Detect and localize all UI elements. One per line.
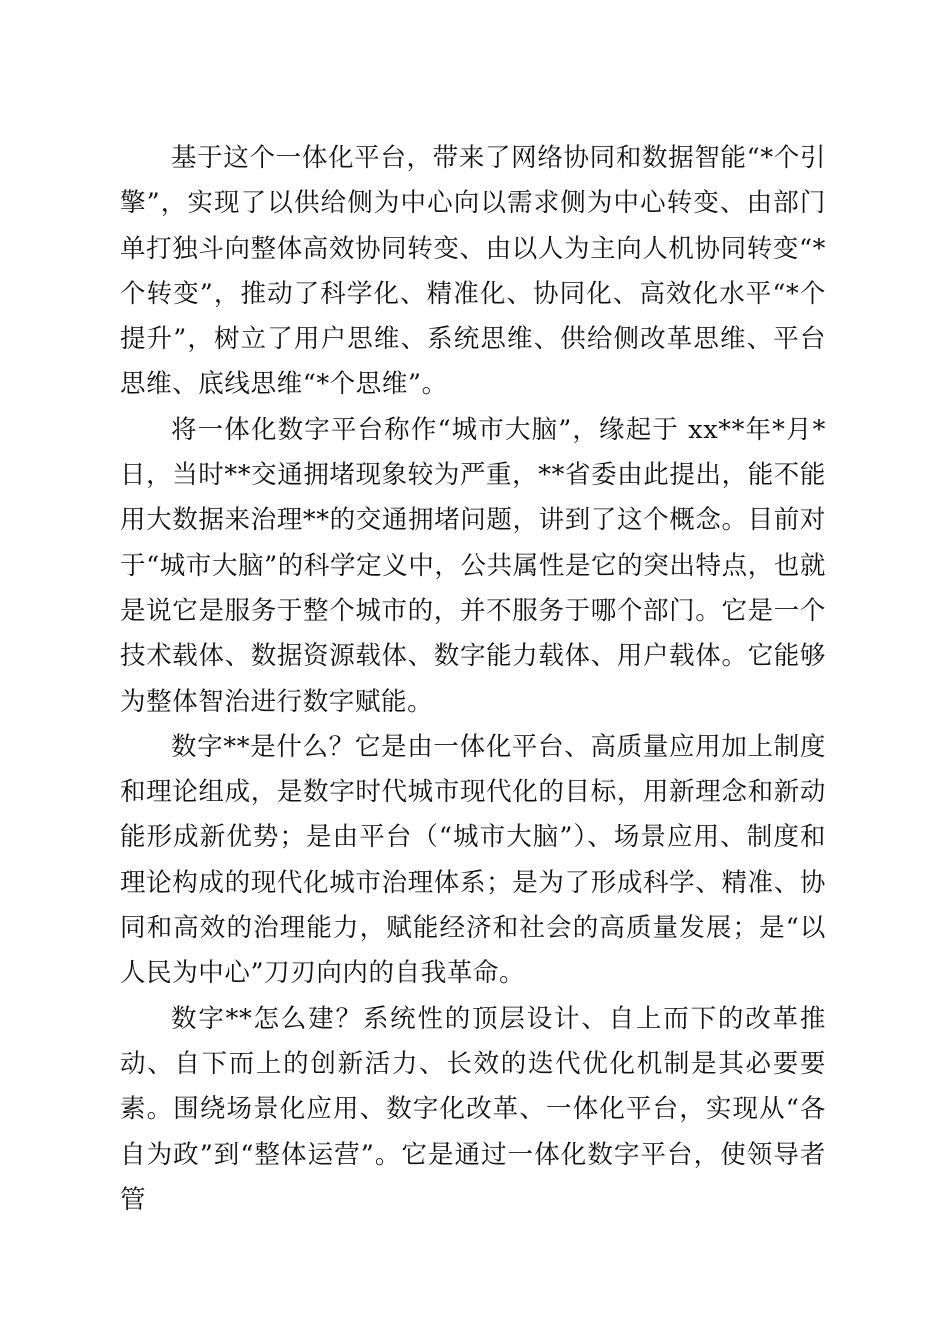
paragraph-how-to-build: 数字**怎么建？系统性的顶层设计、自上而下的改革推动、自下而上的创新活力、长效的迭代优化机制是其必要要素。围绕场景化应用、数字化改革、一体化平台，实现从“各自为政”到“整体运营”。它是通过一体化数字平台，使领导者管 [120,1003,826,1215]
document-body [120,136,826,1223]
paragraph-city-brain: 将一体化数字平台称作“城市大脑”，缘起于 xx**年*月*日，当时**交通拥堵现象较为严重，**省委由此提出，能不能用大数据来治理**的交通拥堵问题，讲到了这个概念。目前对于“城市大脑”的科学定义中，公共属性是它的突出特点，也就是说它是服务于整个城市的，并不服务于哪个部门。它是一个技术载体、数据资源载体、数字能力载体、用户载体。它能够为整体智治进行数字赋能。 [120,414,826,717]
paragraph-platform-engines: 基于这个一体化平台，带来了网络协同和数据智能“*个引擎”，实现了以供给侧为中心向以需求侧为中心转变、由部门单打独斗向整体高效协同转变、由以人为主向人机协同转变“*个转变”，推动了科学化、精准化、协同化、高效化水平“*个提升”，树立了用户思维、系统思维、供给侧改革思维、平台思维、底线思维“*个思维”。 [120,143,826,400]
paragraph-what-is-digital: 数字**是什么？它是由一体化平台、高质量应用加上制度和理论组成，是数字时代城市现代化的目标，用新理念和新动能形成新优势；是由平台（“城市大脑”）、场景应用、制度和理论构成的现代化城市治理体系；是为了形成科学、精准、协同和高效的治理能力，赋能经济和社会的高质量发展；是“以人民为中心”刀刃向内的自我革命。 [120,731,826,989]
